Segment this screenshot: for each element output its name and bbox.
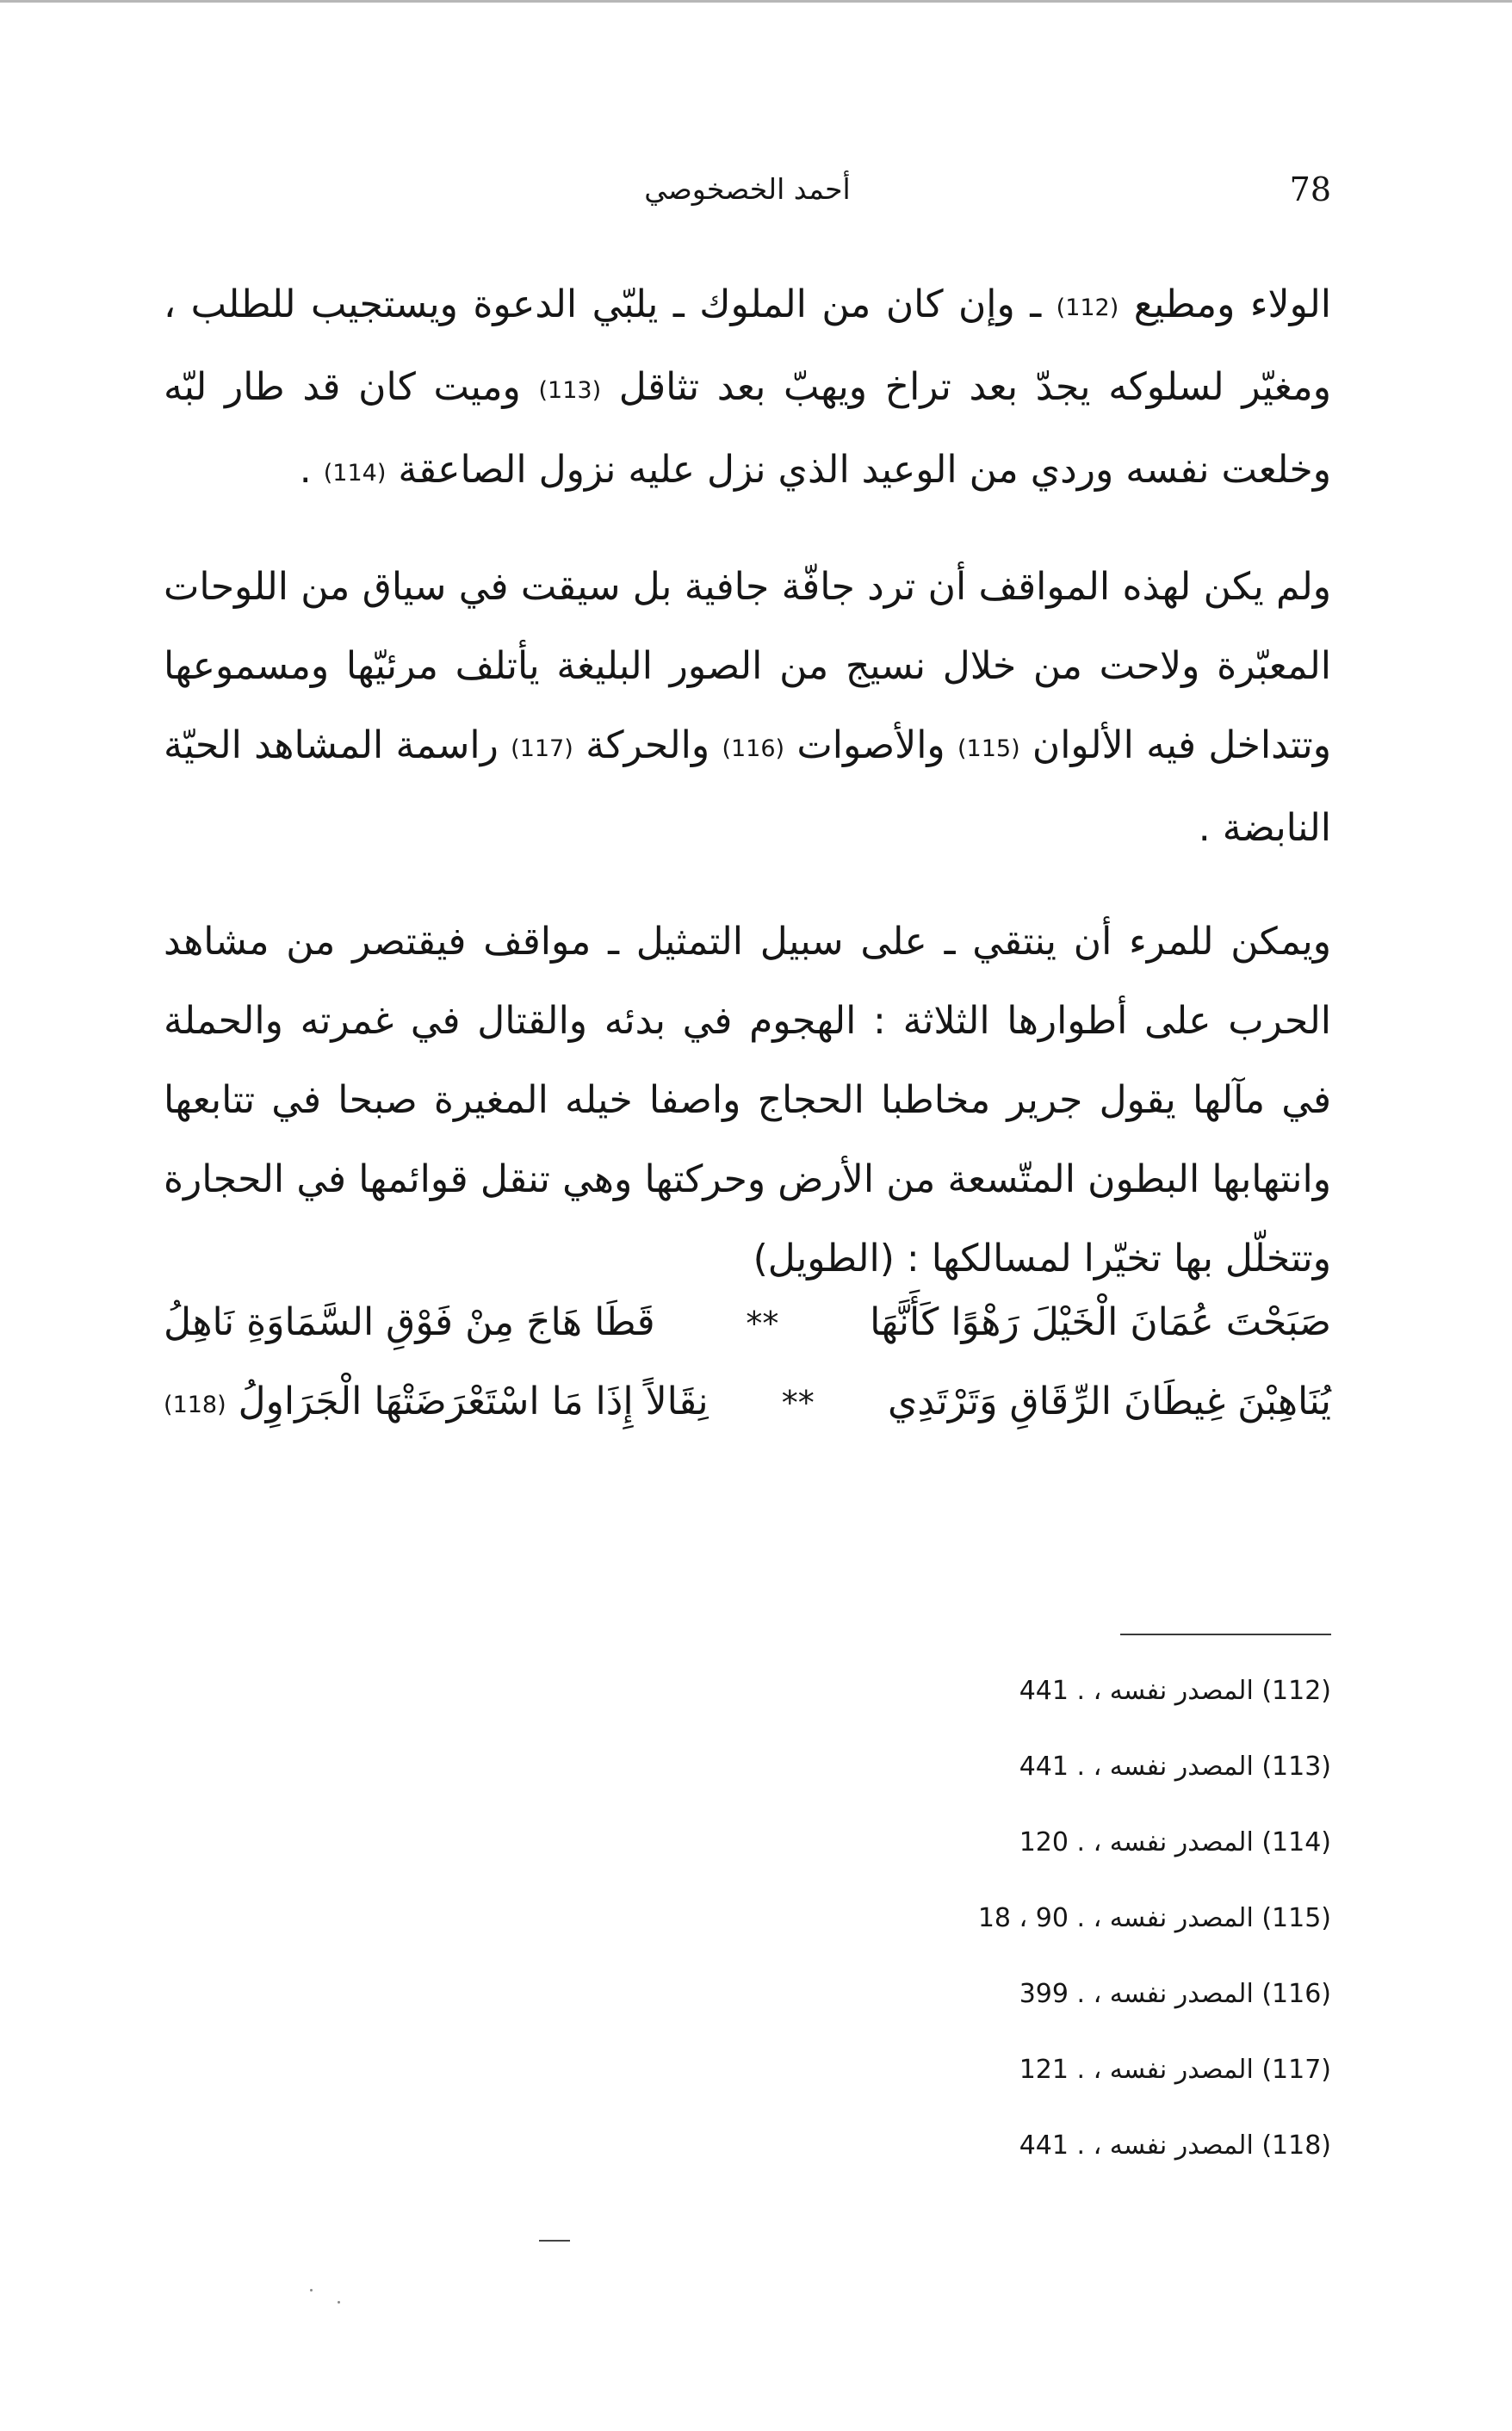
footnote-112: [728, 1653, 1331, 1729]
footnote-number: (113): [1261, 1752, 1331, 1782]
footnote-source: المصدر نفسه ،: [1093, 1676, 1254, 1706]
bottom-page-mark: [539, 2240, 570, 2242]
footnote-pages: 441 .: [1019, 1676, 1086, 1706]
footnote-ref-112[interactable]: (112): [1056, 295, 1119, 321]
paragraph-2-text-b: والأصوات: [796, 723, 945, 767]
paragraph-3: ويمكن للمرء أن ينتقي ـ على سبيل التمثيل ـ مواقف فيقتصر من مشاهد الحرب على أطوارها الثلاثة : الهجوم في بدئه والقتال في غمرته والحملة في مآلها يقول جرير مخاطبا الحجاج واصفا خيله المغيرة صبحا في تتابعها وانتهابها البطون المتّسعة من الأرض وحركتها وهي تنقل قوائمها في الحجارة وتتخلّل بها تخيّرا لمسالكها : (الطويل): [164, 920, 1331, 1281]
footnote-number: (118): [1261, 2130, 1331, 2161]
footnote-pages: 441 .: [1019, 2130, 1086, 2161]
footnote-source: المصدر نفسه ،: [1093, 2130, 1254, 2161]
verse-1-first-hemistich: صَبَحْتَ عُمَانَ الْخَيْلَ رَهْوًا كَأَنَّهَا: [870, 1300, 1331, 1344]
footnote-ref-113[interactable]: (113): [538, 377, 602, 404]
footnote-source: المصدر نفسه ،: [1093, 1827, 1254, 1857]
paragraph-1-text-a: الولاء ومطيع: [1133, 282, 1331, 326]
footnote-pages: 121 .: [1019, 2055, 1086, 2085]
footnote-pages: 441 .: [1019, 1752, 1086, 1782]
footnote-source: المصدر نفسه ،: [1093, 1903, 1254, 1933]
footnote-pages: 399 .: [1019, 1979, 1086, 2009]
footnote-number: (112): [1261, 1676, 1331, 1706]
verse-line-1: [164, 1283, 1331, 1362]
footnote-number: (115): [1261, 1903, 1331, 1933]
paragraph-1-text-b: ـ وإن كان من الملوك ـ يلبّي الدعوة ويستجيب للطلب ، ومغيّر لسلوكه يجدّ بعد تراخ ويهبّ بعد تثاقل: [164, 282, 1331, 409]
verse-2-second-hemistich: [164, 1362, 709, 1445]
footnote-116: [728, 1957, 1331, 2032]
footnote-number: (117): [1261, 2055, 1331, 2085]
footnote-ref-116[interactable]: (116): [722, 735, 785, 762]
footnote-separator-rule: [1120, 1634, 1331, 1635]
footnote-ref-115[interactable]: (115): [957, 735, 1020, 762]
poetry-verse: [164, 1283, 1331, 1442]
page-number: 78: [1289, 171, 1331, 208]
footnote-113: [728, 1729, 1331, 1805]
paragraph-2-text-a: ولم يكن لهذه المواقف أن ترد جافّة جافية بل سيقت في سياق من اللوحات المعبّرة ولاحت من خلال نسيج من الصور البليغة يأتلف مرئيّها ومسموعها وتتداخل فيه الألوان: [164, 565, 1331, 767]
footnote-number: (116): [1261, 1979, 1331, 2009]
paragraph-2-text-c: والحركة: [586, 723, 710, 767]
verse-separator-stars: **: [781, 1384, 815, 1422]
footnote-117: [728, 2032, 1331, 2108]
footnote-115: [728, 1881, 1331, 1957]
verse-line-2: [164, 1362, 1331, 1442]
verse-2-first-hemistich: يُنَاهِبْنَ غِيطَانَ الرِّقَاقِ وَتَرْتَدِي: [887, 1380, 1331, 1423]
verse-1-second-hemistich: قَطَا هَاجَ مِنْ فَوْقِ السَّمَاوَةِ نَاهِلُ: [164, 1300, 655, 1344]
scan-speck: [310, 2289, 313, 2291]
footnote-118: [728, 2108, 1331, 2184]
footnote-pages: 120 .: [1019, 1827, 1086, 1857]
paragraph-2-text-d: راسمة المشاهد الحيّة النابضة .: [164, 723, 1331, 850]
footnote-ref-118[interactable]: (118): [164, 1392, 226, 1418]
footnote-source: المصدر نفسه ،: [1093, 1752, 1254, 1782]
scan-speck: [338, 2301, 340, 2304]
paragraph-2: [164, 548, 1331, 868]
paragraph-1-text-c: وميت كان قد طار لبّه وخلعت نفسه وردي من الوعيد الذي نزل عليه نزول الصاعقة: [164, 365, 1331, 492]
verse-2-second-text: نِقَالاً إِذَا مَا اسْتَعْرَضَتْهَا الْجَرَاوِلُ: [238, 1380, 709, 1423]
footnote-source: المصدر نفسه ،: [1093, 2055, 1254, 2085]
verse-separator-stars: **: [746, 1305, 779, 1343]
page-header: [164, 164, 1331, 224]
paragraph-1: [164, 265, 1331, 513]
footnotes: [728, 1653, 1331, 2184]
running-head-author: أحمد الخصخوصي: [644, 172, 851, 206]
paragraph-1-text-d: .: [299, 448, 312, 492]
footnote-pages: 18 ، 90 .: [977, 1903, 1086, 1933]
footnote-ref-114[interactable]: (114): [323, 460, 387, 487]
footnote-114: [728, 1805, 1331, 1881]
footnote-source: المصدر نفسه ،: [1093, 1979, 1254, 2009]
footnote-ref-117[interactable]: (117): [511, 735, 573, 762]
body-text: [164, 265, 1331, 1333]
footnote-number: (114): [1261, 1827, 1331, 1857]
